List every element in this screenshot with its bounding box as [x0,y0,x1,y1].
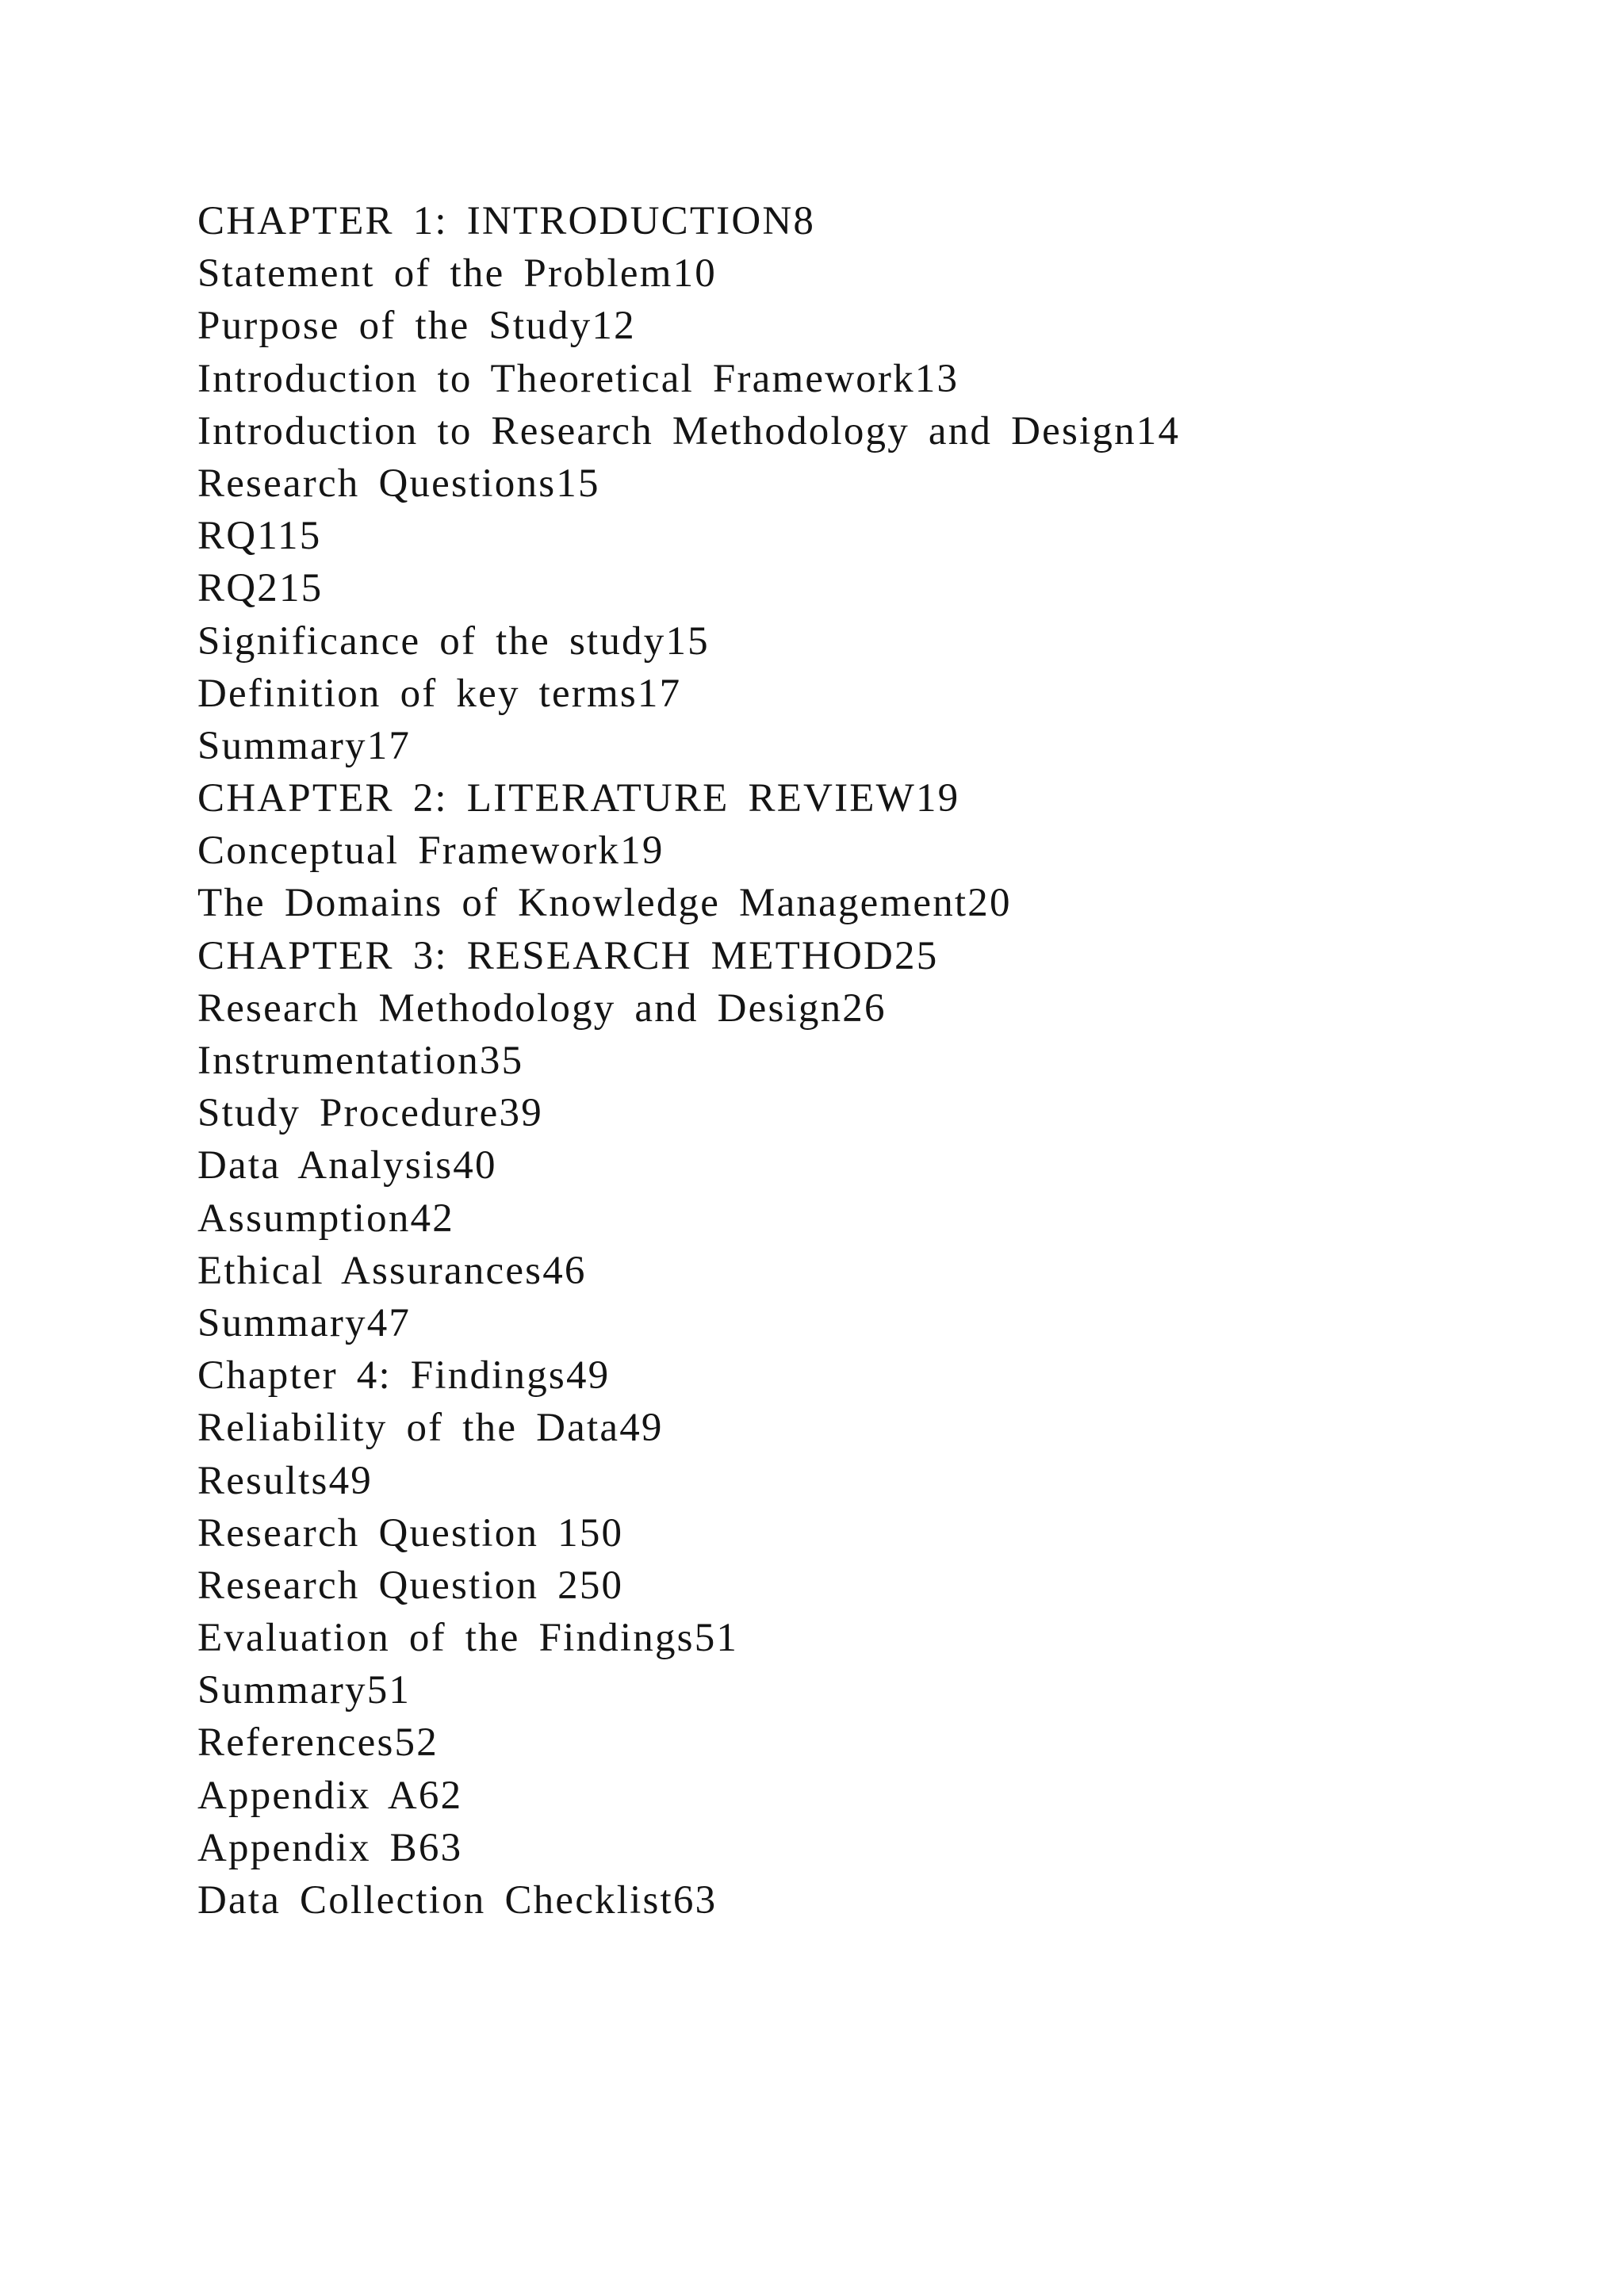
toc-entry: RQ215 [197,566,324,611]
toc-entry: CHAPTER 2: LITERATURE REVIEW19 [197,776,960,821]
toc-entry: Introduction to Theoretical Framework13 [197,356,959,401]
toc-entry: Research Question 150 [197,1510,624,1556]
toc-entry: Ethical Assurances46 [197,1248,587,1293]
toc-entry: Purpose of the Study12 [197,304,636,349]
toc-entry: Study Procedure39 [197,1091,543,1136]
toc-entry: Summary51 [197,1668,412,1713]
toc-entry: RQ115 [197,514,322,559]
toc-entry: Assumption42 [197,1196,454,1241]
toc-entry: CHAPTER 3: RESEARCH METHOD25 [197,933,939,978]
toc-entry: Data Collection Checklist63 [197,1878,718,1923]
toc-entry: Chapter 4: Findings49 [197,1353,611,1399]
toc-entry: Research Question 250 [197,1563,624,1608]
toc-entry: Appendix A62 [197,1773,463,1818]
toc-entry: Conceptual Framework19 [197,828,665,874]
toc-entry: The Domains of Knowledge Management20 [197,881,1012,926]
toc-entry: Research Questions15 [197,461,600,506]
toc-entry: CHAPTER 1: INTRODUCTION8 [197,199,816,243]
toc-entry: Research Methodology and Design26 [197,985,887,1031]
toc-entry: Summary17 [197,723,412,768]
toc-entry: References52 [197,1720,439,1766]
toc-entry: Appendix B63 [197,1825,463,1870]
toc-entry: Summary47 [197,1300,412,1345]
toc-entry: Instrumentation35 [197,1039,524,1083]
toc-entry: Statement of the Problem10 [197,251,718,297]
toc-entry: Introduction to Research Methodology and Design14 [197,408,1181,453]
toc-entry: Data Analysis40 [197,1143,497,1188]
toc-entry: Definition of key terms17 [197,671,682,716]
toc-entry: Reliability of the Data49 [197,1406,664,1451]
toc-entry: Results49 [197,1458,373,1503]
table-of-contents [197,195,1180,1927]
toc-entry: Significance of the study15 [197,618,710,664]
toc-entry: Evaluation of the Findings51 [197,1616,739,1661]
